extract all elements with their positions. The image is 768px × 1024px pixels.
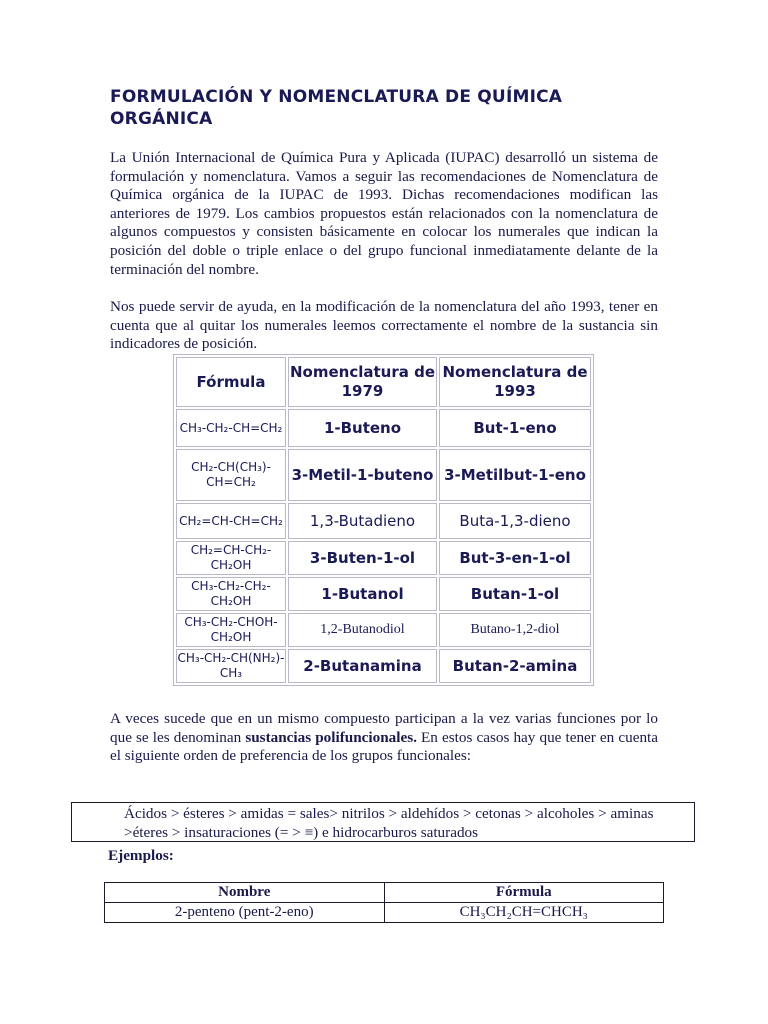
polyfunctional-text-2: En estos casos hay que tener en cuenta el siguiente orden de preferencia de los grupos funcionales: <box>110 728 658 765</box>
polyfunctional-paragraph <box>110 710 658 766</box>
polyfunctional-text-1: A veces sucede que en un mismo compuesto participan a la vez varias funciones por lo que se les denominan <box>110 710 658 746</box>
examples-table <box>104 882 664 923</box>
nomenclature-table <box>173 354 594 686</box>
polyfunctional-term: sustancias polifuncionales. <box>245 728 417 746</box>
example-formula-cell: CH₃CH₂CH=CHCH₃ <box>384 903 664 923</box>
name-1993-cell: Butan-1-ol <box>439 577 591 611</box>
table-row <box>176 541 591 575</box>
table-row <box>176 409 591 447</box>
name-1979-cell: 2-Butanamina <box>288 649 437 683</box>
name-1979-cell: 1-Buteno <box>288 409 437 447</box>
header-formula: Fórmula <box>384 883 664 903</box>
examples-header-row <box>105 883 664 903</box>
name-1979-cell: 1-Butanol <box>288 577 437 611</box>
name-1993-cell: 3-Metilbut-1-eno <box>439 449 591 501</box>
examples-label: Ejemplos: <box>108 847 174 864</box>
name-1993-cell: Butano-1,2-diol <box>439 613 591 647</box>
table-row <box>176 449 591 501</box>
header-1993: Nomenclatura de 1993 <box>439 357 591 407</box>
name-1993-cell: But-3-en-1-ol <box>439 541 591 575</box>
name-1979-cell: 3-Buten-1-ol <box>288 541 437 575</box>
table-header-row <box>176 357 591 407</box>
precedence-box: Ácidos > ésteres > amidas = sales> nitrilos > aldehídos > cetonas > alcoholes > aminas >éteres > insaturaciones (= > ≡) e hidrocarburos saturados <box>71 802 695 842</box>
table-row <box>176 577 591 611</box>
header-nombre: Nombre <box>105 883 385 903</box>
formula-cell: CH₂=CH-CH=CH₂ <box>176 503 286 539</box>
formula-cell: CH₂-CH(CH₃)-CH=CH₂ <box>176 449 286 501</box>
name-1993-cell: Butan-2-amina <box>439 649 591 683</box>
formula-cell: CH₃-CH₂-CH=CH₂ <box>176 409 286 447</box>
formula-cell: CH₃-CH₂-CHOH-CH₂OH <box>176 613 286 647</box>
name-1993-cell: Buta-1,3-dieno <box>439 503 591 539</box>
table-row <box>176 649 591 683</box>
formula-cell: CH₃-CH₂-CH(NH₂)-CH₃ <box>176 649 286 683</box>
name-1979-cell: 1,2-Butanodiol <box>288 613 437 647</box>
name-1993-cell: But-1-eno <box>439 409 591 447</box>
header-formula: Fórmula <box>176 357 286 407</box>
header-1979: Nomenclatura de 1979 <box>288 357 437 407</box>
page-title: FORMULACIÓN Y NOMENCLATURA DE QUÍMICA ORGÁNICA <box>110 87 563 129</box>
example-name-cell: 2-penteno (pent-2-eno) <box>105 903 385 923</box>
formula-cell: CH₃-CH₂-CH₂-CH₂OH <box>176 577 286 611</box>
hint-paragraph: Nos puede servir de ayuda, en la modificación de la nomenclatura del año 1993, tener en cuenta que al quitar los numerales leemos correctamente el nombre de la sustancia sin indicadores de posición. <box>110 298 658 353</box>
table-row <box>176 613 591 647</box>
table-row <box>176 503 591 539</box>
name-1979-cell: 3-Metil-1-buteno <box>288 449 437 501</box>
intro-paragraph: La Unión Internacional de Química Pura y Aplicada (IUPAC) desarrolló un sistema de formulación y nomenclatura. Vamos a seguir las recomendaciones de Nomenclatura de Química orgánica de la IUPAC de 1993. Dichas recomendaciones modifican las anteriores de 1979. Los cambios propuestos están relacionados con la nomenclatura de algunos compuestos y consisten básicamente en colocar los numerales que indican la posición del doble o triple enlace o del grupo funcional inmediatamente delante de la terminación del nombre. <box>110 149 658 278</box>
formula-cell: CH₂=CH-CH₂-CH₂OH <box>176 541 286 575</box>
table-row <box>105 903 664 923</box>
name-1979-cell: 1,3-Butadieno <box>288 503 437 539</box>
